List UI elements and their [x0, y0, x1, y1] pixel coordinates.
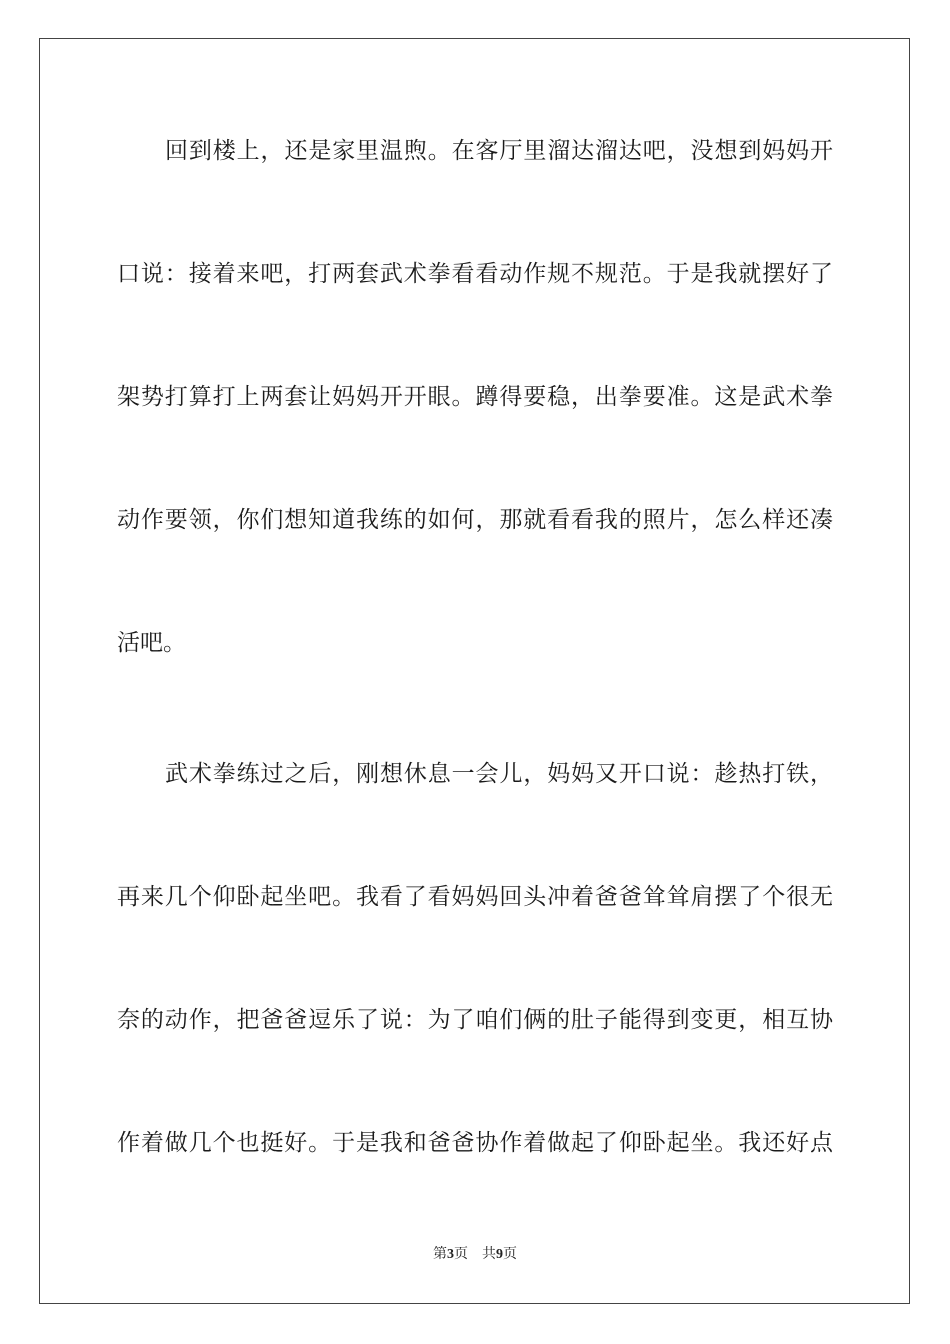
- page-footer: [0, 1244, 950, 1265]
- total-unit: 页: [503, 1246, 517, 1262]
- current-page-number: 3: [447, 1247, 454, 1262]
- paragraph-1-line-1: 回到楼上，还是家里温煦。在客厅里溜达溜达吧，没想到妈妈开: [165, 138, 833, 164]
- total-prefix: 共: [482, 1246, 496, 1262]
- total-page-number: 9: [496, 1247, 503, 1262]
- paragraph-1-line-5: 活吧。: [117, 630, 186, 656]
- paragraph-1-line-2: 口说：接着来吧，打两套武术拳看看动作规不规范。于是我就摆好了: [117, 261, 833, 287]
- paragraph-2-line-4: 作着做几个也挺好。于是我和爸爸协作着做起了仰卧起坐。我还好点: [117, 1130, 833, 1156]
- paragraph-2-line-3: 奈的动作，把爸爸逗乐了说：为了咱们俩的肚子能得到变更，相互协: [117, 1007, 833, 1033]
- page-prefix: 第: [433, 1246, 447, 1262]
- paragraph-1-line-3: 架势打算打上两套让妈妈开开眼。蹲得要稳，出拳要准。这是武术拳: [117, 384, 833, 410]
- page-unit: 页: [454, 1246, 468, 1262]
- paragraph-2-line-1: 武术拳练过之后，刚想休息一会儿，妈妈又开口说：趁热打铁，: [165, 761, 833, 787]
- paragraph-1-line-4: 动作要领，你们想知道我练的如何，那就看看我的照片，怎么样还凑: [117, 507, 833, 533]
- paragraph-2-line-2: 再来几个仰卧起坐吧。我看了看妈妈回头冲着爸爸耸耸肩摆了个很无: [117, 884, 833, 910]
- page-border: [39, 38, 910, 1304]
